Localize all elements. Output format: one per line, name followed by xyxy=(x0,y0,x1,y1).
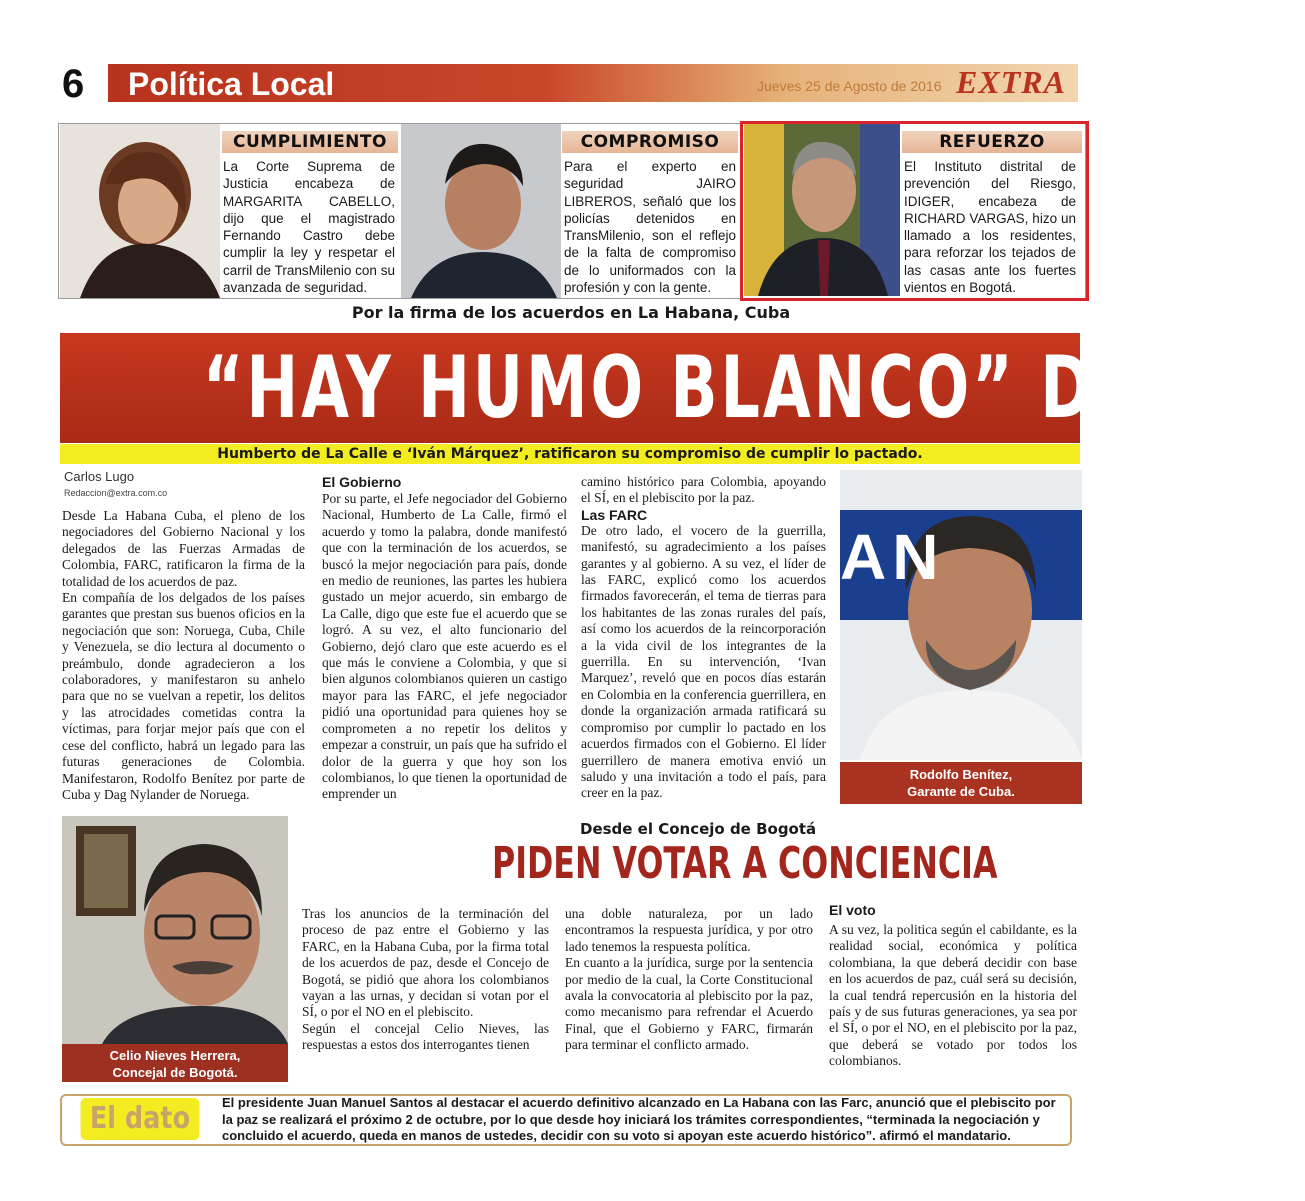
second-column-1 xyxy=(302,906,549,1054)
box-text-compromiso: Para el experto en seguridad JAIRO LIBREROS, señaló que los policías detenidos en TransMilenio, son el reflejo de la falta de compromiso de lo uniformados con la profesión y con la gente. xyxy=(564,159,736,296)
second-headline: PIDEN VOTAR A CONCIENCIA xyxy=(492,838,998,889)
paragraph: camino histórico para Colombia, apoyando el SÍ, en el plebiscito por la paz. xyxy=(581,474,826,506)
photo-banner-letters: AN xyxy=(840,521,945,593)
second-column-3 xyxy=(829,922,1077,1070)
section-title: Política Local xyxy=(128,66,335,102)
photo-rodolfo-benitez xyxy=(840,470,1082,760)
main-kicker: Por la firma de los acuerdos en La Habana, Cuba xyxy=(351,303,791,322)
photo-caption-celio xyxy=(62,1044,288,1082)
caption-line: Concejal de Bogotá. xyxy=(112,1065,238,1080)
page-number: 6 xyxy=(62,62,85,106)
newspaper-logo: EXTRA xyxy=(956,64,1066,100)
caption-line: Celio Nieves Herrera, xyxy=(109,1048,241,1063)
paragraph: Según el concejal Celio Nieves, las respuestas a estos dos interrogantes tienen xyxy=(302,1020,549,1053)
section-heading-farc: Las FARC xyxy=(581,506,648,523)
box-title-cumplimiento: CUMPLIMIENTO xyxy=(222,131,398,153)
paragraph: Desde La Habana Cuba, el pleno de los negociadores del Gobierno Nacional y los delegados de las Fuerzas Armadas de Colombia, FARC, ratificaron la firma de la totalidad de los acuerdos de paz. xyxy=(62,508,305,589)
photo-caption-rodolfo xyxy=(840,762,1082,804)
dato-text: El presidente Juan Manuel Santos al destacar el acuerdo definitivo alcanzado en La Habana con las Farc, anunció que el plebiscito por la paz se realizará el próximo 2 de octubre, por lo que desde hoy iniciará los trámites correspondientes, “terminada la negociación y concluido el acuerdo, queda en manos de ustedes, decidir con su voto si apoyan este acuerdo histórico”. afirmó el mandatario. xyxy=(222,1095,1056,1143)
box-text-refuerzo: El Instituto distrital de prevención del Riesgo, IDIGER, encabeza de RICHARD VARGAS, hizo un llamado a los residentes, para reforzar los tejados de las casas ante los fuertes vientos en Bogotá. xyxy=(904,159,1076,296)
paragraph: A su vez, la politica según el cabildante, es la realidad social, económica y política colombiana, la que deberá decidir con base en los acuerdos de paz, cuál será su decisión, la cual tendrá repercusión en la historia del país y de sus futuras generaciones, ya sea por el SÍ, o por el NO, en el plebiscito por la paz, que deberá se votado por todos los colombianos. xyxy=(829,922,1077,1069)
dato-label: El dato xyxy=(81,1098,200,1140)
main-subheadline: Humberto de La Calle e ‘Iván Márquez’, ratificaron su compromiso de cumplir lo pactado. xyxy=(217,446,923,462)
main-headline: “HAY HUMO BLANCO” DE PAZ xyxy=(202,338,1305,438)
photo-celio-nieves xyxy=(62,816,288,1044)
main-column-2 xyxy=(322,491,567,803)
paragraph: En compañía de los delgados de los países garantes que prestan sus buenos oficios en la negociación que son: Noruega, Cuba, Chile y Venezuela, se dio lectura al documento o preámbulo, donde agradecieron a los colaboradores, y manifestaron su anhelo para que no se vuelvan a repetir, los delitos y las atrocidades cometidas contra la víctimas, para forjar mejor país que con el cese del conflicto, habrá un legado para las futuras generaciones de Colombia. Manifestaron, Rodolfo Benítez por parte de Cuba y Dag Nylander de Noruega. xyxy=(62,590,305,802)
second-column-2 xyxy=(565,906,813,1054)
main-column-3 xyxy=(581,474,826,802)
caption-line: Garante de Cuba. xyxy=(907,784,1015,799)
photo-jairo-libreros xyxy=(401,124,561,298)
paragraph: Por su parte, el Jefe negociador del Gobierno Nacional, Humberto de La Calle, firmó el acuerdo y tomo la palabra, donde manifestó que con la terminación de los acuerdos, se buscó la mejor negociación para país, donde en medio de reuniones, las partes les hubiera gustado un mejor acuerdo, sin embargo de La Calle, digo que este fue el acuerdo que se logró. A su vez, el alto funcionario del Gobierno, dejó claro que este acuerdo es el que más le conviene a Colombia, y que si bien algunos colombianos quieren un castigo mayor para las FARC, el jefe negociador pidió una oportunidad para quienes hoy se comprometen a no repetir los delitos y empezar a construir, un país que ha sufrido el dolor de la guerra y que hoy son los colombianos, lo que tienen la oportunidad de emprender un xyxy=(322,491,567,802)
second-kicker: Desde el Concejo de Bogotá xyxy=(580,820,817,838)
paragraph: una doble naturaleza, por un lado encontramos la respuesta jurídica, y por otro lado tenemos la respuesta política. xyxy=(565,906,813,954)
paragraph: De otro lado, el vocero de la guerrilla, manifestó, su agradecimiento a los países garantes y al gobierno. A su vez, el líder de las FARC, explicó como los acuerdos firmados favorecerán, el tema de tierras para los habitantes de las zonas rurales del país, así como los acuerdos de la reincorporación a la vida civil de los integrantes de la guerrilla. En su intervención, ‘Ivan Marquez’, reveló que en pocos días estarán en Colombia en la conferencia guerrillera, en donde la organización armada ratificará su compromiso por cumplir lo pactado en los acuerdos firmados con el Gobierno. El líder guerrillero de manera emotiva envió un saludo y una invitación a todo el país, para creer en la paz. xyxy=(581,522,826,801)
photo-margarita-cabello xyxy=(60,124,220,298)
section-heading-voto: El voto xyxy=(829,902,876,918)
paragraph: Tras los anuncios de la terminación del proceso de paz entre el Gobierno y las FARC, en la Habana Cuba, por la firma total de los acuerdos de paz, desde el Concejo de Bogotá, se pidió que ahora los colombianos vayan a las urnas, y decidan si votan por el SÍ, o por el NO en el plebiscito. xyxy=(302,906,549,1020)
caption-line: Rodolfo Benítez, xyxy=(909,767,1013,782)
box-text-cumplimiento: La Corte Suprema de Justicia encabeza de MARGARITA CABELLO, dijo que el magistrado Fernando Castro debe cumplir la ley y respetar el carril de TransMilenio con su avanzada de seguridad. xyxy=(223,159,395,296)
author-name: Carlos Lugo xyxy=(64,469,135,484)
highlight-frame-refuerzo xyxy=(740,121,1089,301)
paragraph: En cuanto a la jurídica, surge por la sentencia por medio de la cual, la Corte Constitucional avala la convocatoria al plebiscito por la paz, como mecanismo para refrendar el Acuerdo Final, que el Gobierno y FARC, firmarán para terminar el conflicto armado. xyxy=(565,955,813,1053)
main-column-1 xyxy=(62,508,305,803)
author-email: Redaccion@extra.com.co xyxy=(64,488,168,498)
box-title-refuerzo: REFUERZO xyxy=(902,131,1082,153)
box-title-compromiso: COMPROMISO xyxy=(562,131,738,153)
publication-date: Jueves 25 de Agosto de 2016 xyxy=(757,78,942,94)
section-heading-gobierno: El Gobierno xyxy=(322,474,402,490)
